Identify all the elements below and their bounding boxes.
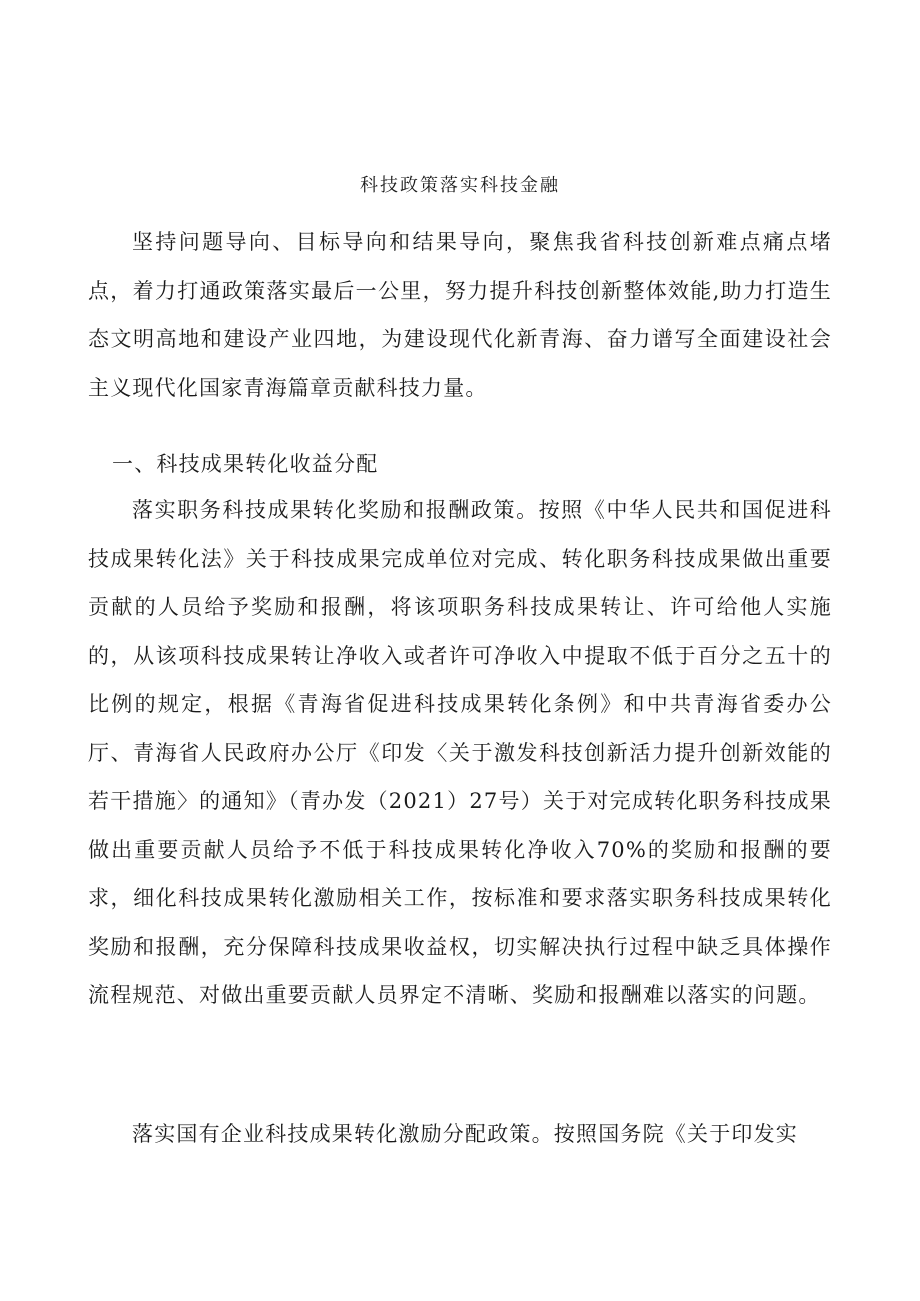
document-title: 科技政策落实科技金融 (360, 175, 560, 196)
intro-paragraph: 坚持问题导向、目标导向和结果导向，聚焦我省科技创新难点痛点堵点，着力打通政策落实最后一公里，努力提升科技创新整体效能,助力打造生态文明高地和建设产业四地，为建设现代化新青海、奋力谱写全面建设社会主义现代化国家青海篇章贡献科技力量。 (88, 230, 832, 400)
section-heading: 一、科技成果转化收益分配 (112, 452, 379, 476)
body-paragraph: 落实国有企业科技成果转化激励分配政策。按照国务院《关于印发实 (132, 1122, 798, 1146)
body-paragraph: 落实职务科技成果转化奖励和报酬政策。按照《中华人民共和国促进科技成果转化法》关于科技成果完成单位对完成、转化职务科技成果做出重要贡献的人员给予奖励和报酬，将该项职务科技成果转让、许可给他人实施的，从该项科技成果转让净收入或者许可净收入中提取不低于百分之五十的比例的规定，根据《青海省促进科技成果转化条例》和中共青海省委办公厅、青海省人民政府办公厅《印发〈关于激发科技创新活力提升创新效能的若干措施〉的通知》（青办发（2021）27号）关于对完成转化职务科技成果做出重要贡献人员给予不低于科技成果转化净收入70%的奖励和报酬的要求，细化科技成果转化激励相关工作，按标准和要求落实职务科技成果转化奖励和报酬，充分保障科技成果收益权，切实解决执行过程中缺乏具体操作流程规范、对做出重要贡献人员界定不清晰、奖励和报酬难以落实的问题。 (88, 498, 832, 1007)
